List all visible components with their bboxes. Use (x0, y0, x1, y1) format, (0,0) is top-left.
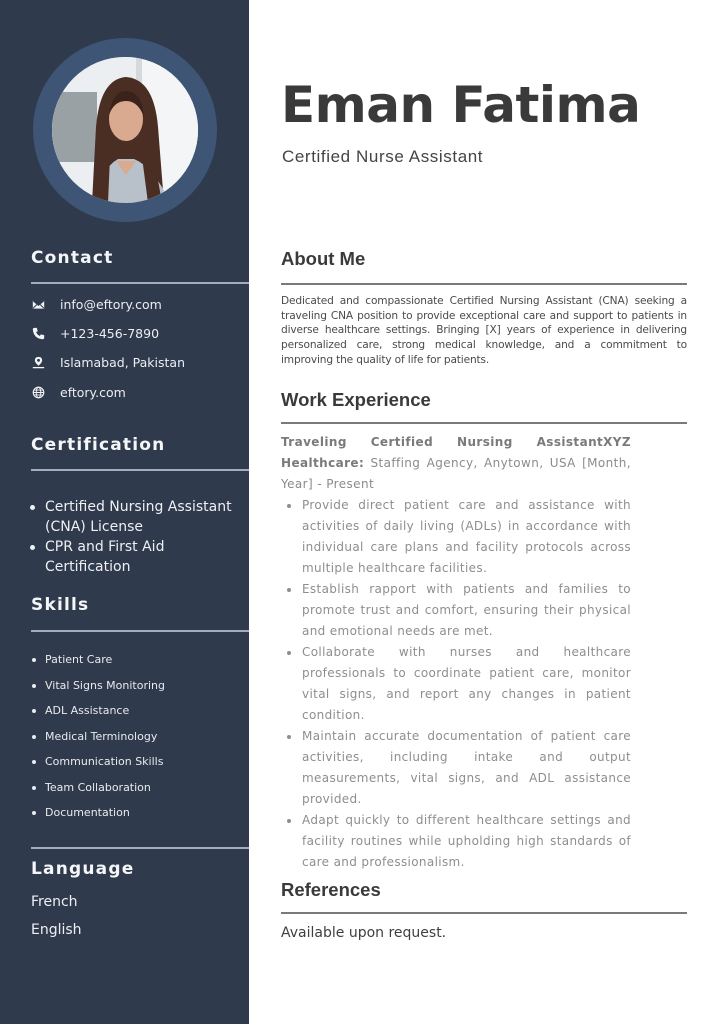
location-icon (31, 355, 45, 369)
contact-phone[interactable] (31, 324, 160, 342)
duty-item: Provide direct patient care and assistance with activities of daily living (ADLs) in accordance with individual care plans and facility protocols across multiple healthcare facilities. (281, 495, 631, 579)
experience-heading: Work Experience (281, 389, 431, 410)
skill-item: Medical Terminology (30, 728, 165, 754)
skill-item: Team Collaboration (30, 779, 165, 805)
certification-item: CPR and First Aid Certification (27, 537, 237, 577)
language-divider (31, 847, 249, 849)
language-item: English (31, 922, 82, 938)
certification-list (27, 497, 237, 577)
portrait-image (52, 57, 198, 203)
skill-item: Vital Signs Monitoring (30, 677, 165, 703)
contact-location-text: Islamabad, Pakistan (60, 354, 185, 370)
duty-item: Establish rapport with patients and families to promote trust and comfort, ensuring their physical and emotional needs are met. (281, 579, 631, 642)
sidebar (0, 0, 249, 1024)
contact-heading: Contact (31, 248, 114, 268)
skills-list (30, 651, 165, 830)
language-item: French (31, 894, 78, 910)
skill-item: ADL Assistance (30, 702, 165, 728)
contact-website[interactable] (31, 383, 126, 401)
phone-icon (31, 326, 45, 340)
duty-item: Maintain accurate documentation of patient care activities, including intake and output measurements, vital signs, and ADL assistance provided. (281, 726, 631, 810)
certification-heading: Certification (31, 435, 166, 455)
references-heading: References (281, 879, 381, 900)
duties-list (281, 495, 631, 873)
certification-item: Certified Nursing Assistant (CNA) License (27, 497, 237, 537)
job-position: Traveling Certified Nursing AssistantXYZ Healthcare: (281, 435, 631, 470)
language-heading: Language (31, 859, 135, 879)
certification-divider (31, 469, 249, 471)
duty-item: Adapt quickly to different healthcare settings and facility routines while upholding high standards of care and professionalism. (281, 810, 631, 873)
references-divider (281, 912, 687, 914)
profile-photo-frame (33, 38, 217, 222)
profile-photo (52, 57, 198, 203)
skills-divider (31, 630, 249, 632)
skill-item: Communication Skills (30, 753, 165, 779)
contact-divider (31, 282, 249, 284)
about-divider (281, 283, 687, 285)
job-details: Staffing Agency, Anytown, USA [Month, Year] - Present (281, 456, 631, 491)
contact-email-text: info@eftory.com (60, 296, 162, 312)
person-name: Eman Fatima (281, 76, 641, 134)
mail-icon (31, 297, 45, 311)
about-text: Dedicated and compassionate Certified Nursing Assistant (CNA) seeking a traveling CNA position to provide exceptional care and support to patients in diverse healthcare settings. Bringing [X] years of experience in delivering personalized care, strong medical knowledge, and a commitment to improving the quality of life for patients. (281, 295, 687, 366)
references-text: Available upon request. (281, 925, 447, 941)
contact-website-text: eftory.com (60, 384, 126, 400)
job-title: Certified Nurse Assistant (282, 147, 484, 166)
duty-item: Collaborate with nurses and healthcare professionals to coordinate patient care, monitor vital signs, and report any changes in patient condition. (281, 642, 631, 726)
contact-location[interactable] (31, 353, 185, 371)
contact-email[interactable] (31, 295, 162, 313)
job-entry (281, 432, 631, 495)
skills-heading: Skills (31, 595, 90, 615)
globe-icon (31, 385, 45, 399)
experience-divider (281, 422, 687, 424)
about-heading: About Me (281, 248, 366, 269)
contact-phone-text: +123-456-7890 (60, 325, 160, 341)
skill-item: Patient Care (30, 651, 165, 677)
skill-item: Documentation (30, 804, 165, 830)
